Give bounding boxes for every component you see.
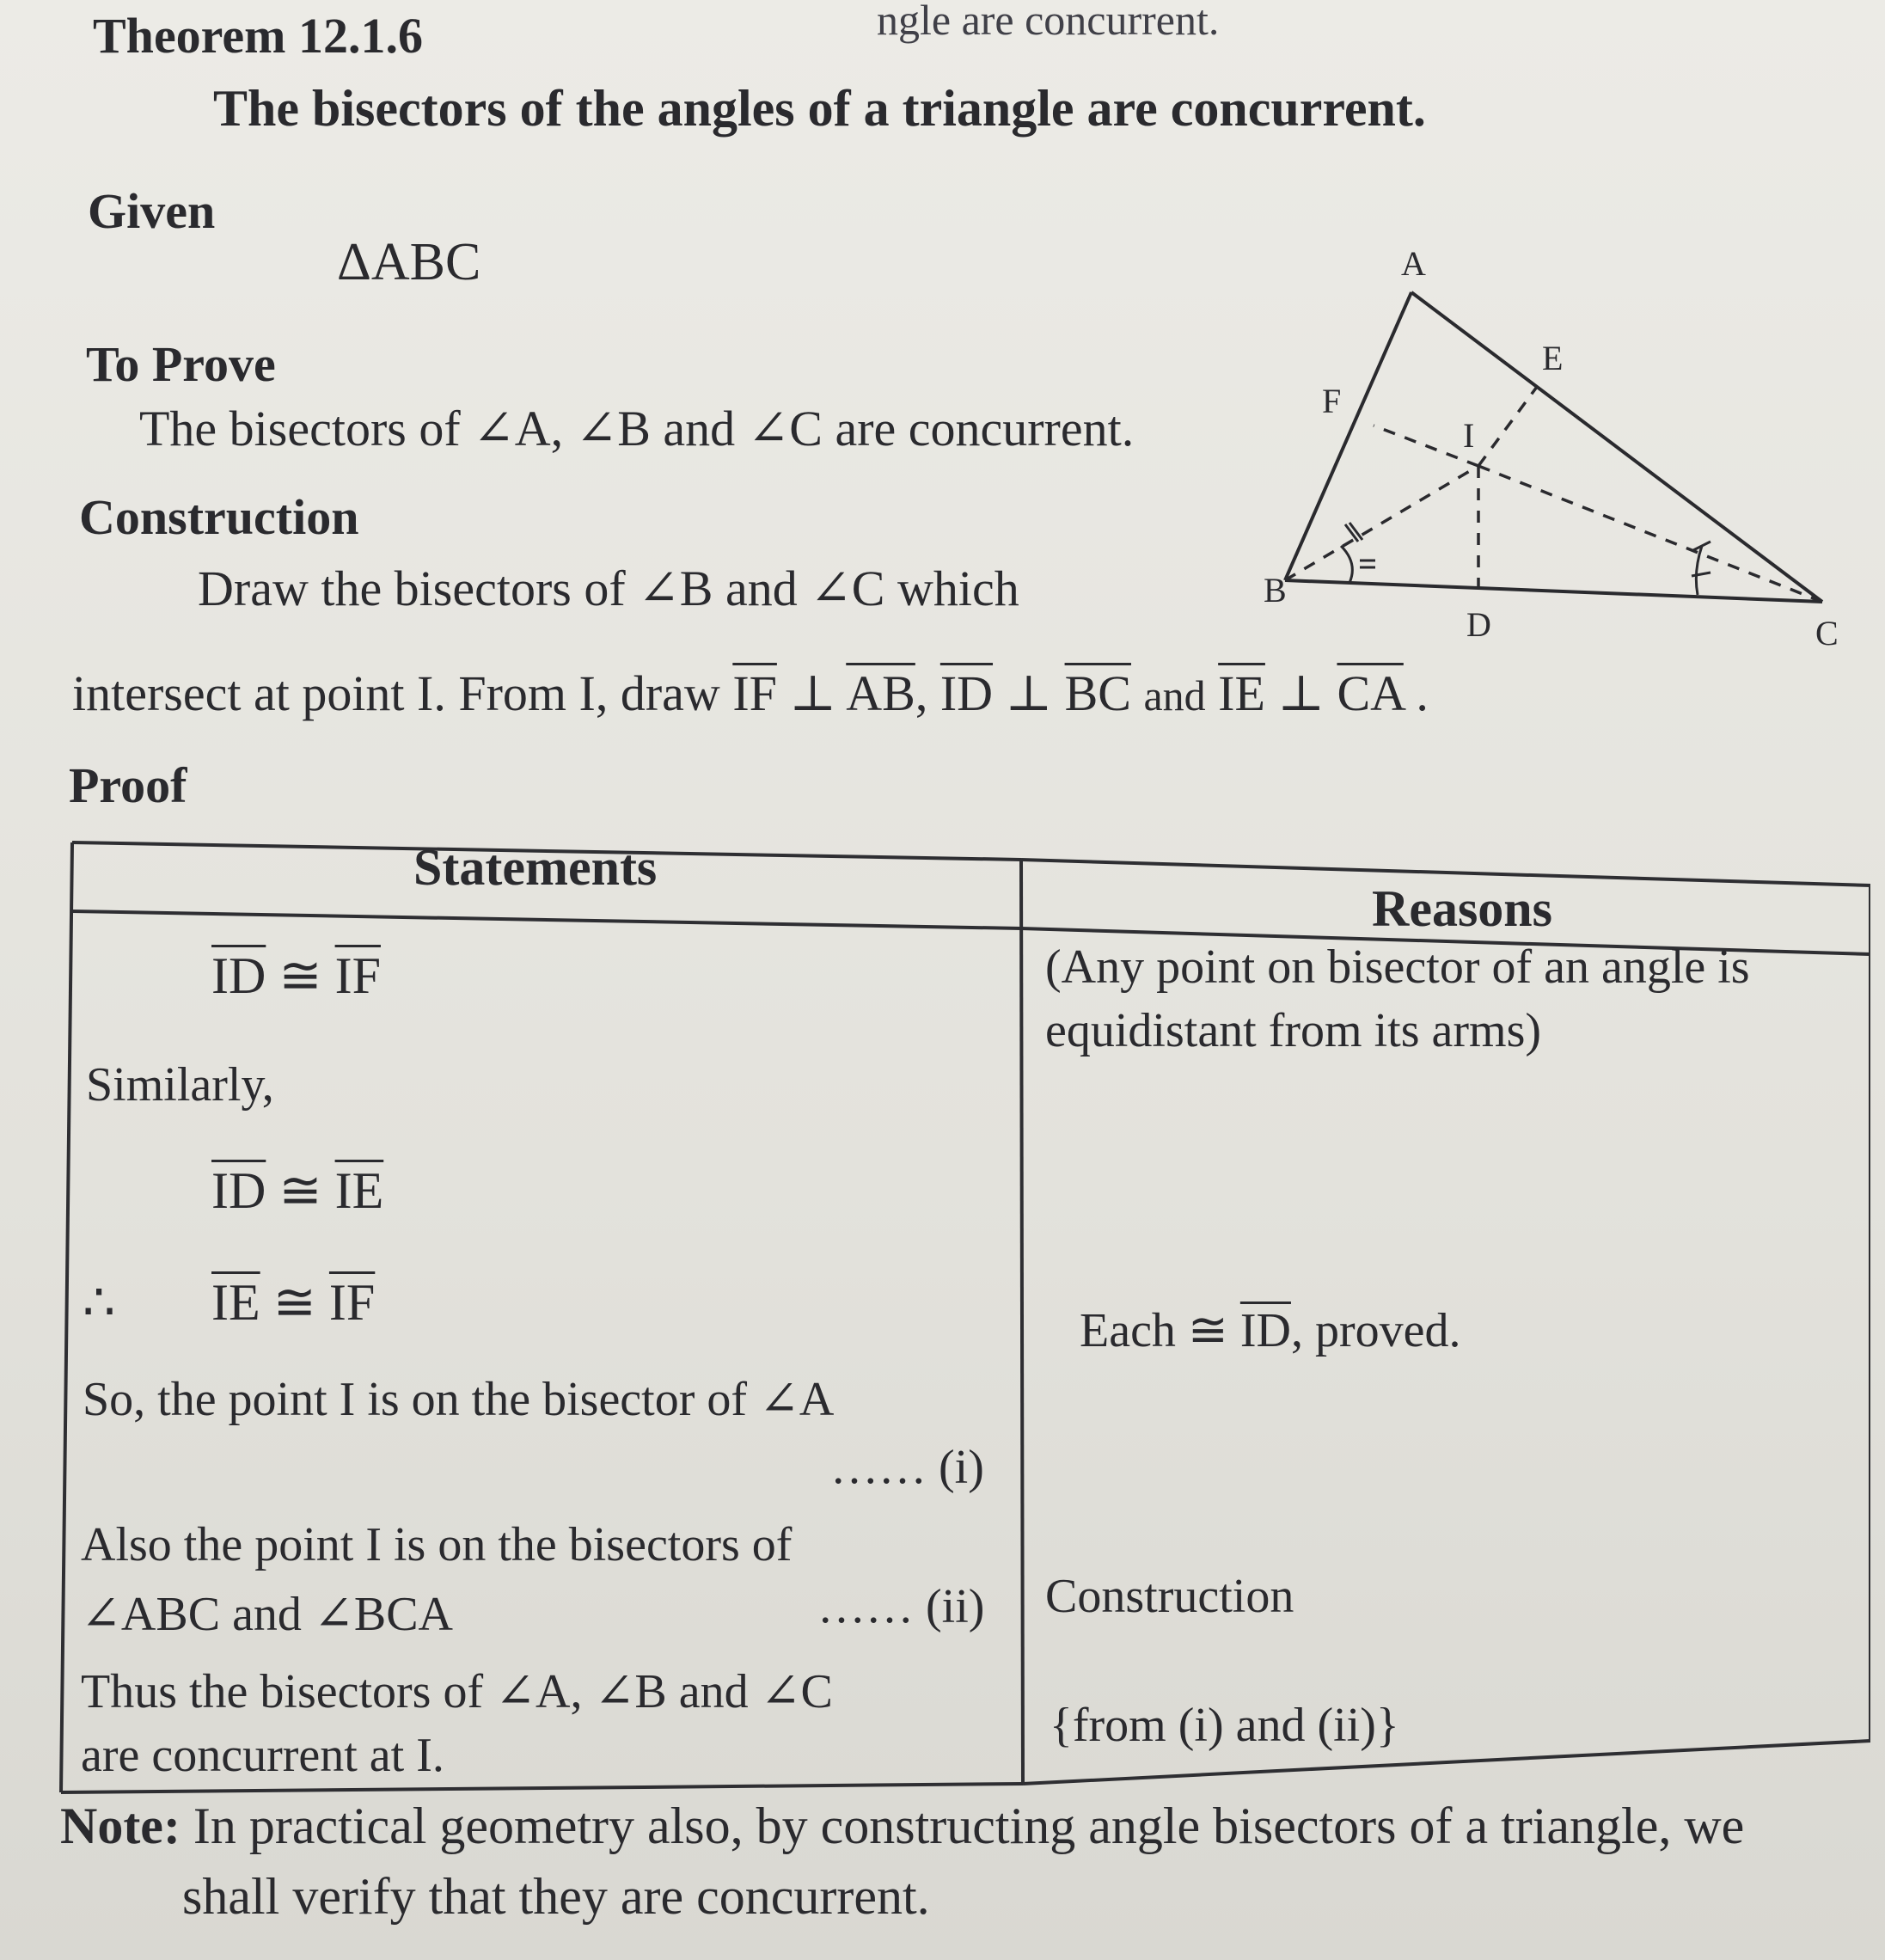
reason-row-3-suffix: , proved. <box>1290 1304 1461 1357</box>
segment-AB: $\overline{AB}$ <box>846 665 915 721</box>
label-A: A <box>1401 244 1426 283</box>
reasons-column-header: Reasons <box>1372 880 1553 937</box>
reason-row-3 <box>1080 1302 1460 1358</box>
construction-heading: Construction <box>79 489 359 545</box>
segment-ID: $\overline{ID}$ <box>211 947 266 1004</box>
tick-mark <box>1692 573 1711 576</box>
proof-table <box>57 838 1870 1797</box>
given-body: ΔABC <box>337 233 481 291</box>
label-I: I <box>1463 416 1475 455</box>
theorem-statement: The bisectors of the angles of a triangle are concurrent. <box>213 80 1426 137</box>
table-bottom-rule-left <box>61 1784 1023 1792</box>
statement-row-5-line-1: Also the point I is on the bisectors of <box>81 1518 793 1571</box>
construction-line-2-prefix: intersect at point I. From I, draw <box>72 665 720 721</box>
segment-IE: $\overline{IE}$ <box>211 1274 260 1331</box>
segment-IF: $\overline{IF}$ <box>328 1274 376 1331</box>
theorem-number: Theorem 12.1.6 <box>93 8 423 64</box>
reason-row-1-line-2: equidistant from its arms) <box>1045 1004 1542 1057</box>
bisector-B <box>1285 466 1478 580</box>
proof-heading: Proof <box>69 757 187 813</box>
perpendicular-symbol: ⊥ <box>1005 665 1053 721</box>
statement-row-6-line-2: are concurrent at I. <box>81 1729 444 1782</box>
given-heading: Given <box>88 183 216 239</box>
triangle-diagram <box>1264 241 1882 653</box>
period: . <box>1416 665 1429 721</box>
angle-arc-B <box>1341 546 1352 583</box>
segment-IE: $\overline{IE}$ <box>334 1162 384 1219</box>
segment-ID: $\overline{ID}$ <box>939 665 994 721</box>
perpendicular-symbol: ⊥ <box>789 665 836 721</box>
statement-row-6-line-1: Thus the bisectors of ∠A, ∠B and ∠C <box>81 1665 833 1718</box>
note-text-1: In practical geometry also, by constructing angle bisectors of a triangle, we <box>193 1798 1745 1854</box>
statement-row-5-line-2: ∠ABC and ∠BCA <box>81 1588 453 1641</box>
construction-line-1: Draw the bisectors of ∠B and ∠C which <box>198 560 1019 616</box>
statements-column-header: Statements <box>413 839 658 896</box>
side-AB <box>1285 292 1411 580</box>
statement-row-1 <box>211 946 381 1006</box>
segment-ID: $\overline{ID}$ <box>211 1162 266 1219</box>
previous-text-fragment: ngle are concurrent. <box>877 0 1220 44</box>
column-divider <box>1021 860 1023 1784</box>
to-prove-heading: To Prove <box>86 336 276 392</box>
perpendicular-IE <box>1478 387 1537 466</box>
segment-IF: $\overline{IF}$ <box>732 665 777 721</box>
to-prove-body: The bisectors of ∠A, ∠B and ∠C are concurrent. <box>139 401 1135 456</box>
reason-row-6: {from (i) and (ii)} <box>1050 1699 1399 1752</box>
note-line-1 <box>60 1797 1744 1856</box>
comma: , <box>915 665 928 721</box>
segment-ID: $\overline{ID}$ <box>1239 1304 1291 1357</box>
congruent-symbol: ≅ <box>272 1274 316 1331</box>
statement-row-4-tag: …… (i) <box>830 1441 984 1494</box>
bisector-C <box>1478 466 1822 602</box>
label-B: B <box>1264 571 1287 609</box>
note-label: Note: <box>60 1798 181 1854</box>
label-D: D <box>1466 605 1491 644</box>
segment-BC: $\overline{BC}$ <box>1064 665 1131 721</box>
segment-CA: $\overline{CA}$ <box>1337 665 1404 721</box>
reason-row-1-line-1: (Any point on bisector of an angle is <box>1045 940 1750 994</box>
reason-row-3-prefix: Each ≅ <box>1080 1304 1228 1357</box>
note-line-2: shall verify that they are concurrent. <box>182 1868 930 1925</box>
similarly-text: Similarly, <box>86 1058 274 1112</box>
reason-row-5: Construction <box>1045 1570 1294 1623</box>
triangle-figure <box>1264 241 1882 653</box>
side-BC <box>1285 580 1822 602</box>
statement-row-3 <box>211 1272 375 1332</box>
construction-line-2 <box>72 664 1429 722</box>
congruent-symbol: ≅ <box>278 947 322 1004</box>
statement-row-2 <box>211 1161 383 1221</box>
label-C: C <box>1815 614 1839 652</box>
statement-row-5-tag: …… (ii) <box>817 1580 985 1633</box>
statement-row-4: So, the point I is on the bisector of ∠A <box>83 1373 835 1426</box>
perpendicular-symbol: ⊥ <box>1277 665 1325 721</box>
segment-IF: $\overline{IF}$ <box>334 947 381 1004</box>
table-left-rule <box>61 842 72 1792</box>
label-F: F <box>1322 382 1342 420</box>
conjunction-and: and <box>1143 671 1206 720</box>
congruent-symbol: ≅ <box>278 1162 322 1219</box>
statements-header-rule <box>72 911 1021 928</box>
therefore-symbol: ∴ <box>83 1274 116 1331</box>
label-E: E <box>1542 339 1564 377</box>
segment-IE: $\overline{IE}$ <box>1218 665 1265 721</box>
